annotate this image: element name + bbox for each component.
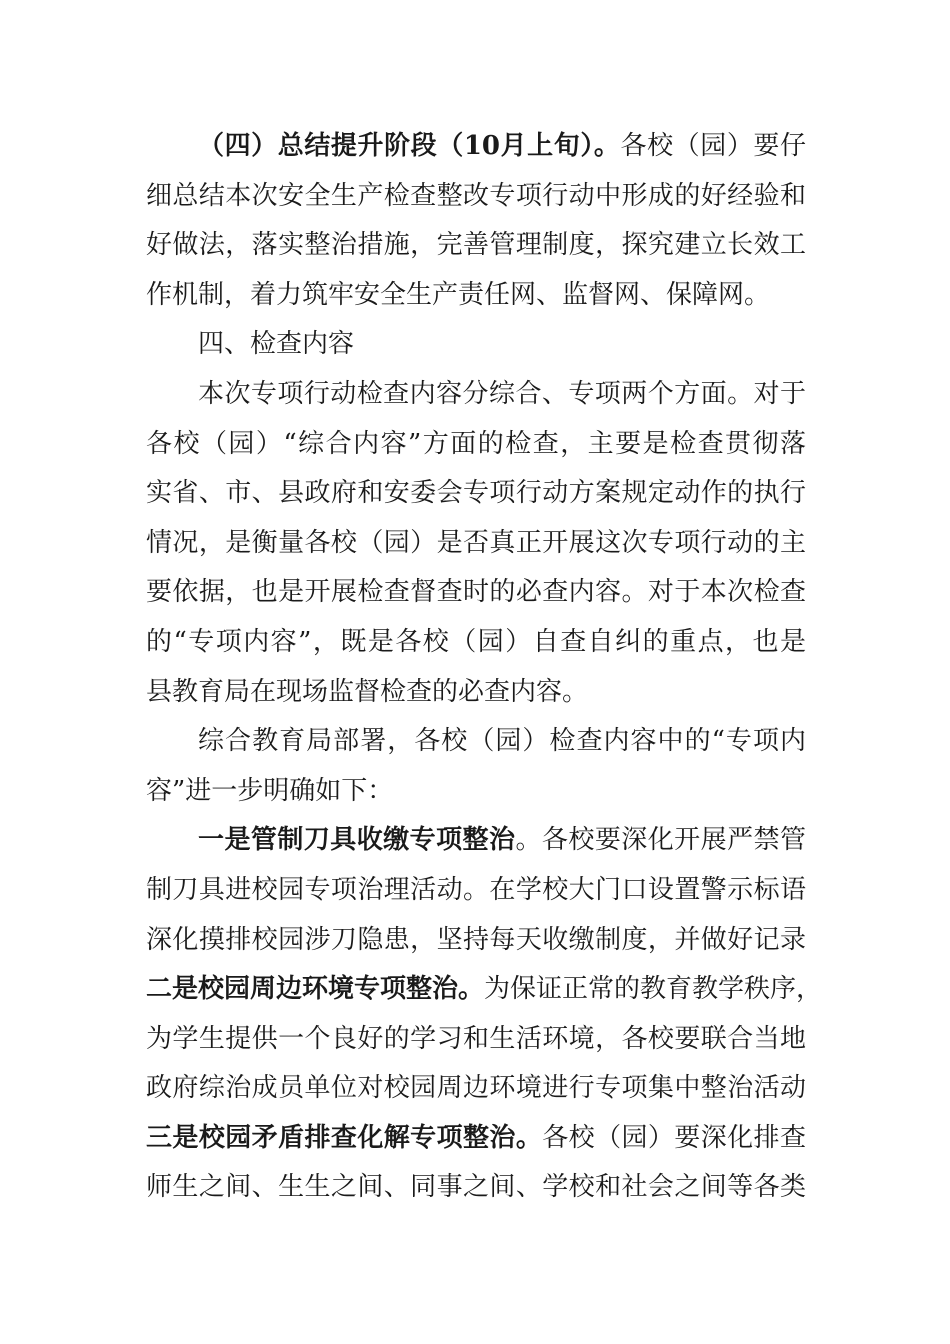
- text-run: 的“专项内容”，既是各校（园）自查自纠的重点，也是: [146, 626, 806, 657]
- text-line: [146, 965, 823, 1015]
- paragraph-special-rectifications: [146, 816, 823, 1213]
- text-line: [146, 1114, 806, 1164]
- text-line: [146, 172, 806, 222]
- text-line: [146, 717, 806, 767]
- text-line: [146, 469, 806, 519]
- text-run: 实省、市、县政府和安委会专项行动方案规定动作的执行: [146, 478, 806, 509]
- text-run: 四、检查内容: [198, 329, 355, 360]
- text-line: [146, 370, 806, 420]
- text-line: [146, 866, 806, 916]
- text-run: 要依据，也是开展检查督查时的必查内容。对于本次检查: [146, 577, 806, 608]
- text-run: 政府综治成员单位对校园周边环境进行专项集中整治活动: [146, 1073, 806, 1104]
- text-line: [146, 1163, 806, 1213]
- bold-heading: 三是校园矛盾排查化解专项整治。: [146, 1122, 543, 1153]
- text-line: [146, 767, 806, 817]
- paragraph-inspection-overview: [146, 370, 806, 717]
- text-run: 各校（园）“综合内容”方面的检查，主要是检查贯彻落: [146, 428, 806, 459]
- section-heading-inspection-content: [146, 320, 806, 370]
- text-run: 县教育局在现场监督检查的必查内容。: [146, 676, 589, 707]
- text-line: [146, 271, 806, 321]
- text-run: 综合教育局部署，各校（园）检查内容中的“专项内: [198, 726, 806, 757]
- text-line: [146, 122, 806, 172]
- text-line: [146, 420, 806, 470]
- text-run: 师生之间、生生之间、同事之间、学校和社会之间等各类: [146, 1172, 806, 1203]
- text-run: 细总结本次安全生产检查整改专项行动中形成的好经验和: [146, 180, 806, 211]
- text-run: 为学生提供一个良好的学习和生活环境，各校要联合当地: [146, 1023, 806, 1054]
- text-run: 容”进一步明确如下：: [146, 775, 394, 806]
- text-line: [146, 320, 806, 370]
- text-line: [146, 916, 806, 966]
- text-run: 各校（园）要仔: [620, 131, 806, 161]
- text-line: [146, 668, 806, 718]
- text-line: [146, 519, 806, 569]
- text-run: 作机制，着力筑牢安全生产责任网、监督网、保障网。: [146, 279, 771, 310]
- paragraph-summary-stage: [146, 122, 806, 320]
- text-line: [146, 1015, 806, 1065]
- bold-heading: 二是校园周边环境专项整治。: [146, 974, 485, 1005]
- text-run: 深化摸排校园涉刀隐患，坚持每天收缴制度，并做好记录: [146, 924, 806, 955]
- text-run: 情况，是衡量各校（园）是否真正开展这次专项行动的主: [146, 527, 806, 558]
- text-run: 本次专项行动检查内容分综合、专项两个方面。对于: [198, 378, 806, 409]
- text-run: 为保证正常的教育教学秩序，: [484, 974, 823, 1005]
- paragraph-deployment: [146, 717, 806, 816]
- text-run: 制刀具进校园专项治理活动。在学校大门口设置警示标语: [146, 874, 806, 905]
- bold-heading: 一是管制刀具收缴专项整治: [198, 825, 516, 856]
- text-run: 好做法，落实整治措施，完善管理制度，探究建立长效工: [146, 230, 806, 261]
- text-run: 各校（园）要深化排查: [542, 1122, 806, 1153]
- text-line: [146, 618, 806, 668]
- text-run: 。各校要深化开展严禁管: [515, 825, 806, 856]
- bold-heading: （四）总结提升阶段（10月上旬）。: [198, 131, 621, 161]
- document-body: [146, 122, 823, 1213]
- text-line: [146, 221, 806, 271]
- text-line: [146, 1064, 806, 1114]
- text-line: [146, 816, 806, 866]
- text-line: [146, 568, 806, 618]
